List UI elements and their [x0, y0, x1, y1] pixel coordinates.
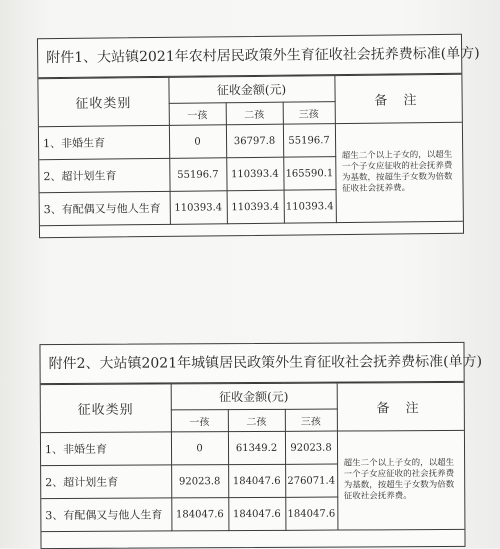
- table-row: [39, 122, 462, 159]
- header-note: 备 注: [334, 74, 461, 123]
- table-row: [41, 430, 464, 465]
- row-category: 3、有配偶又与他人生育: [41, 498, 171, 532]
- header-category: 征收类别: [41, 384, 171, 433]
- value-cell: 55196.7: [169, 158, 226, 192]
- value-cell: 184047.6: [228, 497, 285, 530]
- header-amount: 征收金额(元): [171, 383, 337, 410]
- row-category: 2、超计划生育: [41, 465, 171, 499]
- value-cell: 55196.7: [283, 124, 335, 158]
- note-cell: 超生二个以上子女的，以超生一个子女应征收的社会抚养费为基数，按超生子女数为倍数征收社会抚养费。: [335, 122, 463, 222]
- subheader-first-child: 一孩: [169, 103, 226, 126]
- subheader-third-child: 三孩: [285, 409, 337, 431]
- fee-table-grid: [38, 74, 463, 226]
- subheader-third-child: 三孩: [283, 102, 335, 125]
- urban-fee-table: [39, 342, 483, 549]
- header-note: 备 注: [337, 382, 464, 431]
- table-title: 附件2、大站镇2021年城镇居民政策外生育征收社会抚养费标准(单方): [40, 343, 463, 384]
- value-cell: 165590.1: [283, 157, 335, 191]
- value-cell: 61349.2: [228, 431, 285, 464]
- value-cell: 36797.8: [226, 124, 283, 158]
- value-cell: 0: [171, 432, 228, 465]
- value-cell: 110393.4: [227, 190, 284, 224]
- subheader-first-child: 一孩: [171, 410, 228, 432]
- value-cell: 110393.4: [226, 157, 283, 191]
- row-category: 2、超计划生育: [39, 158, 169, 192]
- value-cell: 184047.6: [285, 497, 337, 530]
- value-cell: 110393.4: [284, 190, 336, 224]
- value-cell: 184047.6: [171, 498, 228, 531]
- header-amount: 征收金额(元): [168, 76, 334, 104]
- row-category: 3、有配偶又与他人生育: [40, 191, 170, 225]
- row-category: 1、非婚生育: [41, 432, 171, 466]
- row-category: 1、非婚生育: [39, 125, 169, 159]
- table-title: 附件1、大站镇2021年农村居民政策外生育征收社会抚养费标准(单方): [38, 35, 461, 78]
- fee-table-grid: [41, 382, 465, 532]
- subheader-second-child: 二孩: [226, 102, 283, 125]
- value-cell: 0: [169, 125, 226, 159]
- header-category: 征收类别: [38, 77, 168, 126]
- value-cell: 276071.4: [285, 464, 337, 497]
- subheader-second-child: 二孩: [228, 409, 285, 431]
- value-cell: 110393.4: [170, 191, 227, 225]
- value-cell: 92023.8: [171, 465, 228, 498]
- value-cell: 184047.6: [228, 464, 285, 497]
- rural-fee-table: [37, 34, 480, 238]
- note-cell: 超生二个以上子女的，以超生一个子女应征收的社会抚养费为基数，按超生子女数为倍数征收社会抚养费。: [337, 430, 465, 530]
- value-cell: 92023.8: [285, 431, 337, 464]
